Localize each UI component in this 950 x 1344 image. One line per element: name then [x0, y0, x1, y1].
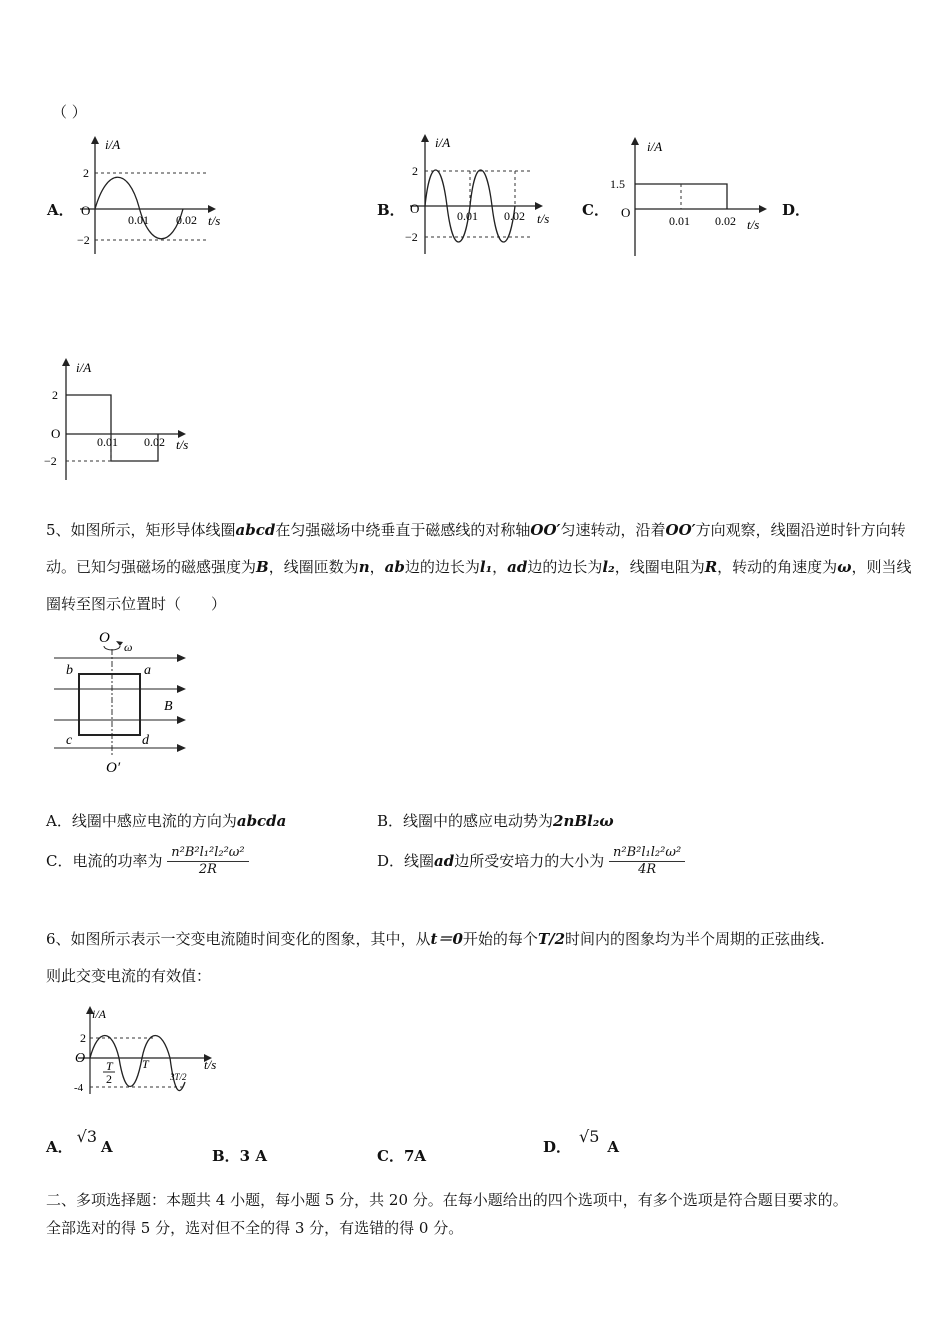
y-max-tick: 2	[83, 166, 89, 180]
origin-label: O	[621, 205, 631, 220]
origin-label: O	[75, 1051, 86, 1066]
y-axis-label: i/A	[435, 135, 451, 150]
option-a-label[interactable]: A．	[47, 201, 74, 219]
y-max-tick: 1.5	[610, 177, 625, 191]
x-axis-label: t/s	[208, 213, 221, 228]
y-min-tick: −2	[405, 230, 418, 244]
coil-rectangle	[79, 674, 140, 735]
q6-option-d[interactable]: D．√5A	[543, 1127, 620, 1156]
x-axis-label: t/s	[176, 437, 189, 452]
origin-label: O	[410, 201, 420, 216]
coil-in-field-figure	[46, 627, 196, 777]
question-6-stem: 6、如图所示表示一交变电流随时间变化的图象，其中，从t＝0开始的每个T/2时间内的图象均为半个周期的正弦曲线. 则此交变电流的有效值：	[46, 930, 825, 985]
option-b-label[interactable]: B．	[377, 201, 405, 219]
q6-option-b[interactable]: B．3 A	[212, 1147, 267, 1165]
origin-label: O	[81, 203, 91, 218]
field-b-label: B	[164, 699, 173, 714]
vertex-a-label: a	[144, 663, 151, 678]
option-d-label[interactable]: D．	[782, 201, 811, 219]
y-axis-label: i/A	[105, 137, 121, 152]
y-max-tick: 2	[80, 1031, 86, 1045]
option-d-graph	[40, 352, 215, 484]
omega-label: ω	[124, 640, 133, 654]
y-min-tick: −2	[77, 233, 90, 247]
option-c-graph	[607, 133, 777, 263]
x-tick-1: 0.01	[669, 214, 690, 228]
x-tick-1: 0.01	[97, 435, 118, 449]
current-wave	[90, 1036, 185, 1091]
sine-wave	[95, 177, 183, 239]
vertex-d-label: d	[142, 733, 149, 748]
y-max-tick: 2	[412, 164, 418, 178]
answer-bracket: （ ）	[52, 103, 87, 121]
q5-option-d[interactable]: D．线圈ad边所受安培力的大小为 $\frac{\text{n²B²l₁l₂²ω²}}{4R}$	[377, 845, 685, 877]
y-axis-label: i/A	[76, 360, 92, 375]
y-max-tick: 2	[52, 388, 58, 402]
x-tick-1: 0.01	[128, 213, 149, 227]
y-min-tick: -4	[74, 1082, 84, 1094]
q5-option-c[interactable]: C．电流的功率为 $\frac{\text{n²B²l₁²l₂²ω²}}{2R}$	[46, 845, 249, 877]
x-tick-2: 0.02	[504, 209, 525, 223]
section-2-heading: 二、多项选择题：本题共 4 小题，每小题 5 分，共 20 分。在每小题给出的四个选项中，有多个选项是符合题目要求的。 全部选对的得 5 分，选对但不全的得 3 分，有选错的得 0 分。	[46, 1191, 848, 1237]
x-tick-2: 0.02	[144, 435, 165, 449]
origin-label: O	[51, 426, 61, 441]
x-axis-label: t/s	[204, 1057, 217, 1072]
half-period-num: T	[106, 1059, 113, 1073]
q5-option-a[interactable]: A．线圈中感应电流的方向为abcda	[46, 812, 287, 830]
period-tick: T	[142, 1057, 149, 1071]
q6-current-graph	[70, 1002, 230, 1098]
force-fraction: $\frac{\text{n²B²l₁l₂²ω²}}{4R}$	[609, 845, 685, 877]
option-b-graph	[402, 130, 567, 260]
square-wave	[66, 395, 158, 461]
half-period-den: 2	[106, 1072, 112, 1086]
q6-option-a[interactable]: A．√3A	[46, 1127, 113, 1156]
x-axis-label: t/s	[747, 217, 760, 232]
x-axis-label: t/s	[537, 211, 550, 226]
x-tick-2: 0.02	[715, 214, 736, 228]
y-min-tick: −2	[44, 454, 57, 468]
question-5-stem: 5、如图所示，矩形导体线圈abcd在匀强磁场中绕垂直于磁感线的对称轴OO′匀速转动，沿着OO′方向观察，线圈沿逆时针方向转动。已知匀强磁场的磁感强度为B，线圈匝数为n，ab边的边长为l₁，ad边的边长为l₂，线圈电阻为R，转动的角速度为ω，则当线圈转至图示位置时（ ）	[46, 521, 912, 613]
option-a-graph	[72, 132, 242, 262]
axis-o-label: O	[99, 630, 110, 646]
y-axis-label: i/A	[92, 1007, 106, 1021]
vertex-b-label: b	[66, 663, 73, 678]
q5-option-b[interactable]: B．线圈中的感应电动势为2nBl₂ω	[377, 812, 614, 830]
vertex-c-label: c	[66, 733, 73, 748]
y-axis-label: i/A	[647, 139, 663, 154]
power-fraction: $\frac{\text{n²B²l₁²l₂²ω²}}{2R}$	[167, 845, 248, 877]
x-tick-2: 0.02	[176, 213, 197, 227]
three-half-period-tick: 3T/2	[170, 1072, 187, 1082]
axis-o-prime-label: O′	[106, 760, 121, 776]
q6-option-c[interactable]: C．7A	[377, 1147, 427, 1165]
option-c-label[interactable]: C．	[582, 201, 609, 219]
x-tick-1: 0.01	[457, 209, 478, 223]
